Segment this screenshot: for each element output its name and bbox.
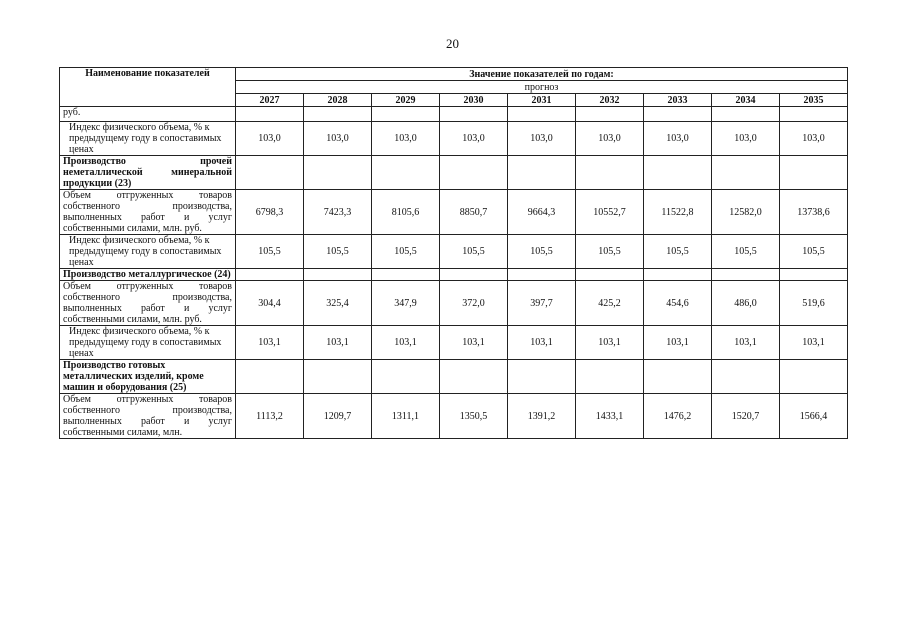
value-cell: 486,0 <box>712 281 780 326</box>
value-cell: 7423,3 <box>304 190 372 235</box>
value-cell <box>508 107 576 122</box>
value-cell: 1311,1 <box>372 394 440 439</box>
value-cell <box>236 360 304 394</box>
value-cell: 105,5 <box>644 235 712 269</box>
value-cell: 1566,4 <box>780 394 848 439</box>
value-cell: 103,0 <box>304 122 372 156</box>
indicators-table <box>59 67 848 439</box>
value-cell: 13738,6 <box>780 190 848 235</box>
value-cell: 1520,7 <box>712 394 780 439</box>
table-row <box>60 326 848 360</box>
value-cell: 8850,7 <box>440 190 508 235</box>
value-cell: 103,0 <box>644 122 712 156</box>
value-cell: 1433,1 <box>576 394 644 439</box>
table-row <box>60 107 848 122</box>
value-cell: 103,0 <box>576 122 644 156</box>
table-row <box>60 394 848 439</box>
value-cell: 519,6 <box>780 281 848 326</box>
value-cell <box>712 107 780 122</box>
value-cell: 103,0 <box>372 122 440 156</box>
value-cell: 1476,2 <box>644 394 712 439</box>
table-row <box>60 281 848 326</box>
value-cell <box>644 360 712 394</box>
year-header: 2027 <box>236 94 304 107</box>
table-row <box>60 235 848 269</box>
value-cell: 103,1 <box>780 326 848 360</box>
value-cell: 103,0 <box>236 122 304 156</box>
section-label: Производство металлургическое (24) <box>60 269 236 281</box>
year-header: 2030 <box>440 94 508 107</box>
section-label: Производство прочей неметаллической минеральной продукции (23) <box>60 156 236 190</box>
year-header: 2029 <box>372 94 440 107</box>
value-cell <box>304 107 372 122</box>
value-cell <box>508 156 576 190</box>
section-label: Производство готовых металлических изделий, кроме машин и оборудования (25) <box>60 360 236 394</box>
row-label: Индекс физического объема, % к предыдущему году в сопоставимых ценах <box>60 122 236 156</box>
section-row <box>60 269 848 281</box>
row-label: Объем отгруженных товаров собственного производства, выполненных работ и услуг собственными силами, млн. руб. <box>60 281 236 326</box>
value-cell: 397,7 <box>508 281 576 326</box>
value-cell: 1209,7 <box>304 394 372 439</box>
indicator-name-header: Наименование показателей <box>60 68 236 107</box>
value-cell: 12582,0 <box>712 190 780 235</box>
value-cell <box>712 156 780 190</box>
value-cell: 304,4 <box>236 281 304 326</box>
forecast-header: прогноз <box>236 81 848 94</box>
value-cell: 105,5 <box>576 235 644 269</box>
value-cell <box>576 269 644 281</box>
value-cell <box>236 156 304 190</box>
value-cell <box>508 360 576 394</box>
value-cell: 325,4 <box>304 281 372 326</box>
value-cell: 105,5 <box>780 235 848 269</box>
value-cell <box>712 360 780 394</box>
section-row <box>60 156 848 190</box>
value-cell: 103,0 <box>440 122 508 156</box>
value-cell: 103,1 <box>712 326 780 360</box>
value-cell <box>780 107 848 122</box>
value-cell: 105,5 <box>236 235 304 269</box>
value-cell: 103,1 <box>304 326 372 360</box>
row-label: Объем отгруженных товаров собственного производства, выполненных работ и услуг собственными силами, млн. руб. <box>60 190 236 235</box>
value-cell <box>576 107 644 122</box>
value-cell <box>372 156 440 190</box>
value-cell: 372,0 <box>440 281 508 326</box>
value-cell <box>644 156 712 190</box>
section-row <box>60 360 848 394</box>
value-cell: 103,0 <box>780 122 848 156</box>
value-cell <box>508 269 576 281</box>
value-cell <box>236 107 304 122</box>
value-cell <box>304 156 372 190</box>
value-cell <box>712 269 780 281</box>
value-cell: 454,6 <box>644 281 712 326</box>
value-cell: 103,0 <box>712 122 780 156</box>
value-cell: 9664,3 <box>508 190 576 235</box>
year-header: 2028 <box>304 94 372 107</box>
value-cell: 103,0 <box>508 122 576 156</box>
value-cell <box>372 269 440 281</box>
row-label: Объем отгруженных товаров собственного производства, выполненных работ и услуг собственными силами, млн. <box>60 394 236 439</box>
value-cell <box>780 360 848 394</box>
value-cell: 105,5 <box>304 235 372 269</box>
values-by-year-header: Значение показателей по годам: <box>236 68 848 81</box>
value-cell <box>644 107 712 122</box>
value-cell <box>236 269 304 281</box>
value-cell <box>372 107 440 122</box>
value-cell: 1391,2 <box>508 394 576 439</box>
value-cell: 10552,7 <box>576 190 644 235</box>
value-cell: 105,5 <box>712 235 780 269</box>
row-label: Индекс физического объема, % к предыдущему году в сопоставимых ценах <box>60 326 236 360</box>
table-row <box>60 190 848 235</box>
year-header: 2034 <box>712 94 780 107</box>
value-cell: 11522,8 <box>644 190 712 235</box>
year-header: 2033 <box>644 94 712 107</box>
table-row <box>60 122 848 156</box>
year-header: 2032 <box>576 94 644 107</box>
value-cell <box>440 360 508 394</box>
value-cell: 103,1 <box>372 326 440 360</box>
value-cell: 103,1 <box>576 326 644 360</box>
value-cell <box>372 360 440 394</box>
value-cell: 1113,2 <box>236 394 304 439</box>
value-cell <box>440 156 508 190</box>
value-cell <box>780 156 848 190</box>
value-cell <box>440 107 508 122</box>
value-cell: 425,2 <box>576 281 644 326</box>
value-cell: 105,5 <box>508 235 576 269</box>
row-label: руб. <box>60 107 236 122</box>
value-cell <box>440 269 508 281</box>
value-cell: 105,5 <box>440 235 508 269</box>
value-cell: 347,9 <box>372 281 440 326</box>
value-cell <box>304 269 372 281</box>
value-cell: 8105,6 <box>372 190 440 235</box>
year-header: 2031 <box>508 94 576 107</box>
value-cell <box>644 269 712 281</box>
value-cell: 105,5 <box>372 235 440 269</box>
value-cell: 103,1 <box>236 326 304 360</box>
value-cell <box>576 360 644 394</box>
year-header: 2035 <box>780 94 848 107</box>
value-cell <box>576 156 644 190</box>
value-cell <box>304 360 372 394</box>
value-cell: 103,1 <box>644 326 712 360</box>
value-cell <box>780 269 848 281</box>
value-cell: 103,1 <box>440 326 508 360</box>
page-number: 20 <box>446 36 459 51</box>
row-label: Индекс физического объема, % к предыдущему году в сопоставимых ценах <box>60 235 236 269</box>
value-cell: 6798,3 <box>236 190 304 235</box>
value-cell: 1350,5 <box>440 394 508 439</box>
value-cell: 103,1 <box>508 326 576 360</box>
